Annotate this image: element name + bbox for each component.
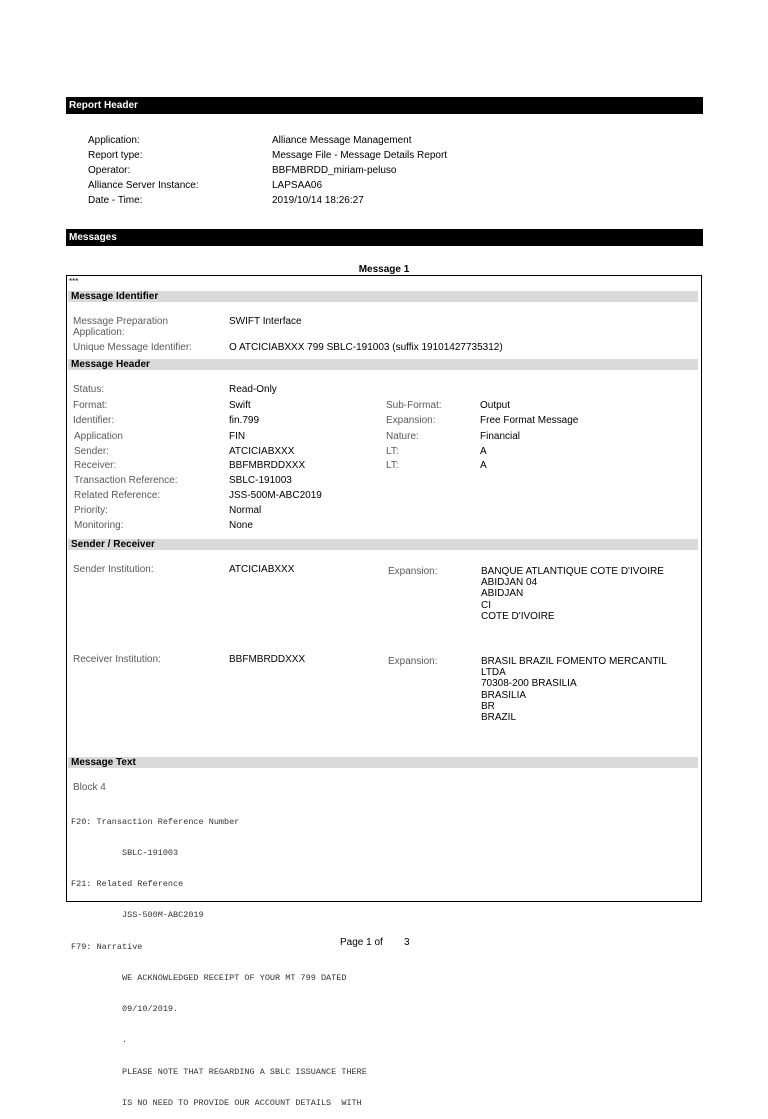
format-label: Format: [73, 400, 108, 411]
sub-format-label: Sub-Format: [386, 400, 442, 411]
umi-label: Unique Message Identifier: [73, 342, 192, 353]
message-text-title: Message Text [71, 757, 136, 768]
message-text-line: WE ACKNOWLEDGED RECEIPT OF YOUR MT 799 DATED [71, 972, 347, 983]
sender-label: Sender: [74, 446, 110, 457]
message-text-line: . [71, 1035, 128, 1046]
identifier-label: Identifier: [73, 415, 115, 426]
report-header-title: Report Header [69, 100, 138, 111]
receiver-expansion-line: BRASILIA [481, 689, 527, 701]
receiver-expansion-line: BR [481, 700, 495, 712]
application-value: Alliance Message Management [272, 135, 412, 146]
related-reference-label: Related Reference: [74, 490, 161, 501]
nature-label: Nature: [386, 431, 419, 442]
receiver-expansion-line: 70308-200 BRASILIA [481, 678, 577, 690]
receiver-institution-value: BBFMBRDDXXX [229, 654, 306, 665]
sender-expansion-line: BANQUE ATLANTIQUE COTE D'IVOIRE [481, 566, 664, 577]
prep-app-label: Message Preparation Application: [73, 316, 169, 338]
sender-institution-value: ATCICIABXXX [229, 564, 295, 575]
message-identifier-section [68, 291, 698, 302]
message-text-line: 09/10/2019. [71, 1004, 179, 1015]
sender-receiver-section [68, 539, 698, 550]
sender-value: ATCICIABXXX [229, 446, 295, 457]
message-text-body [71, 796, 367, 1119]
date-time-value: 2019/10/14 18:26:27 [272, 195, 364, 206]
receiver-expansion-line: LTDA [481, 667, 506, 679]
report-header-bar [66, 97, 703, 114]
message-text-line: F20: Transaction Reference Number [71, 816, 240, 827]
sender-receiver-title: Sender / Receiver [71, 539, 155, 550]
receiver-expansion-label: Expansion: [388, 656, 438, 667]
message-header-section [68, 359, 698, 370]
sender-lt-value: A [480, 446, 487, 457]
total-pages: 3 [404, 937, 410, 948]
sender-expansion-label: Expansion: [388, 566, 438, 577]
expansion-value: Free Format Message [480, 415, 579, 426]
transaction-reference-value: SBLC-191003 [229, 475, 292, 486]
prep-app-value: SWIFT Interface [229, 316, 302, 327]
sender-expansion-line: CI [481, 599, 491, 611]
receiver-lt-value: A [480, 460, 487, 471]
format-value: Swift [229, 400, 251, 411]
report-type-label: Report type: [88, 150, 143, 161]
expansion-label: Expansion: [386, 415, 436, 426]
receiver-expansion-block [481, 656, 667, 723]
monitoring-label: Monitoring: [74, 520, 124, 531]
message-text-line: F79: Narrative [71, 941, 143, 952]
page-label: Page 1 of [340, 937, 383, 948]
nature-value: Financial [480, 431, 521, 442]
operator-value: BBFMBRDD_miriam-peluso [272, 165, 397, 176]
server-instance-label: Alliance Server Instance: [88, 180, 199, 191]
receiver-expansion-line: BRASIL BRAZIL FOMENTO MERCANTIL [481, 656, 667, 667]
sender-expansion-block [481, 566, 664, 622]
receiver-institution-label: Receiver Institution: [73, 654, 161, 665]
block-label: Block 4 [73, 782, 106, 793]
sender-expansion-line: COTE D'IVOIRE [481, 610, 555, 622]
message-header-title: Message Header [71, 359, 150, 370]
application-field-label: Application [74, 431, 123, 442]
sub-format-value: Output [480, 400, 511, 411]
receiver-label: Receiver: [74, 460, 117, 471]
message-text-line: F21: Related Reference [71, 879, 184, 890]
server-instance-value: LAPSAA06 [272, 180, 323, 191]
application-field-value: FIN [229, 431, 246, 442]
receiver-expansion-line: BRAZIL [481, 712, 517, 724]
status-label: Status: [73, 384, 105, 395]
message-text-line: SBLC-191003 [71, 848, 179, 859]
receiver-value: BBFMBRDDXXX [229, 460, 306, 471]
message-text-line: JSS-500M-ABC2019 [71, 910, 204, 921]
message-identifier-title: Message Identifier [71, 291, 159, 302]
sender-expansion-line: ABIDJAN 04 [481, 577, 538, 589]
operator-label: Operator: [88, 165, 131, 176]
transaction-reference-label: Transaction Reference: [74, 475, 178, 486]
message-text-line: IS NO NEED TO PROVIDE OUR ACCOUNT DETAILS WITH [71, 1097, 362, 1108]
date-time-label: Date - Time: [88, 195, 143, 206]
monitoring-value: None [229, 520, 253, 531]
message-text-line: PLEASE NOTE THAT REGARDING A SBLC ISSUANCE THERE [71, 1066, 367, 1077]
message-stars: *** [69, 277, 79, 286]
umi-value: O ATCICIABXXX 799 SBLC-191003 (suffix 19101427735312) [229, 342, 503, 353]
sender-expansion-line: ABIDJAN [481, 588, 524, 600]
message-number-title: Message 1 [358, 264, 410, 275]
priority-label: Priority: [74, 505, 108, 516]
related-reference-value: JSS-500M-ABC2019 [229, 490, 322, 501]
sender-lt-label: LT: [386, 446, 399, 457]
application-label: Application: [88, 135, 140, 146]
messages-bar [66, 229, 703, 246]
report-type-value: Message File - Message Details Report [272, 150, 448, 161]
sender-institution-label: Sender Institution: [73, 564, 154, 575]
receiver-lt-label: LT: [386, 460, 399, 471]
priority-value: Normal [229, 505, 262, 516]
status-value: Read-Only [229, 384, 277, 395]
identifier-value: fin.799 [229, 415, 260, 426]
message-text-section [68, 757, 698, 768]
messages-title: Messages [69, 232, 117, 243]
